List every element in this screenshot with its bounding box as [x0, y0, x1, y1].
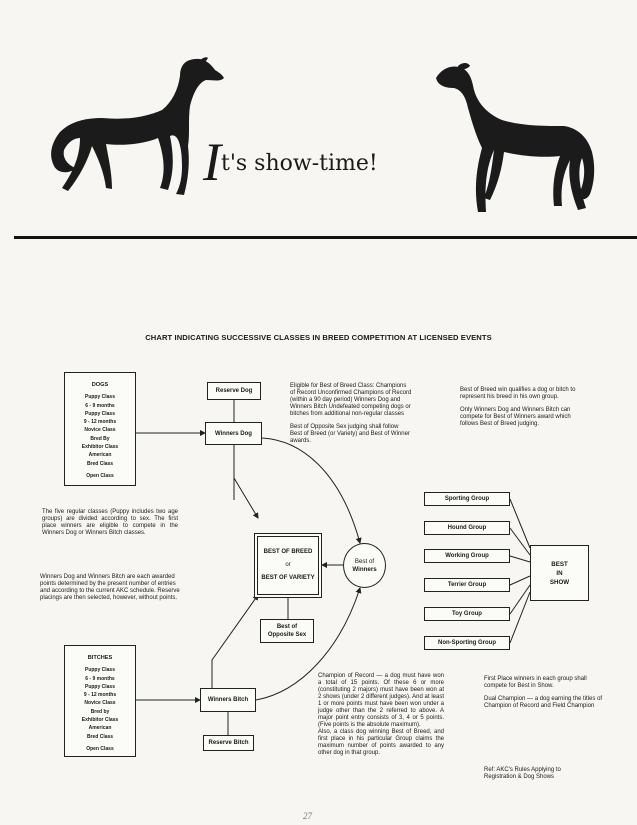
best-of-breed-win-text: Best of Breed win qualifies a dog or bitch to represent his breed in his own group. — [460, 387, 576, 400]
dogs-class-item: Bred By — [90, 435, 110, 442]
dogs-class-item: Puppy Class — [84, 410, 115, 417]
bitches-class-item: Puppy Class — [84, 667, 115, 674]
best-opposite-sex-line2: Opposite Sex — [267, 632, 307, 638]
non-sporting-group-box: Non-Sporting Group — [424, 636, 510, 650]
bitches-class-item: Puppy Class — [84, 683, 115, 690]
bitches-classes-box — [64, 645, 136, 757]
dual-champion-text: Dual Champion — a dog earning the titles of Champion of Record and Field Champion — [484, 696, 603, 709]
reserve-dog-box: Reserve Dog — [207, 382, 261, 400]
reserve-bitch-box: Reserve Bitch — [203, 735, 254, 751]
best-in-show-line3: SHOW — [549, 578, 570, 586]
dogs-class-item: 6 - 9 months — [85, 402, 115, 409]
reference-note — [484, 767, 594, 785]
dogs-class-item: Novice Class — [84, 427, 116, 434]
bitches-title: BITCHES — [87, 655, 113, 661]
opposite-sex-text: Best of Opposite Sex judging shall follow Best of Breed (or Variety) and Best of Winner awards. — [290, 424, 410, 444]
dogs-classes-box — [64, 372, 136, 486]
winners-dog-box: Winners Dog — [205, 422, 262, 445]
eligible-text: Eligible for Best of Breed Class: Champions of Record Unconfirmed Champions of Record (within a 90 day period) Winners Dog and Winners Bitch Undefeated competing dogs or bitches from additional non-regular classes — [290, 383, 412, 417]
first-place-note — [484, 676, 608, 714]
bitches-class-item: Novice Class — [84, 700, 116, 707]
page-number: 27 — [303, 811, 312, 821]
dogs-title: DOGS — [91, 382, 109, 388]
best-of-breed-box — [254, 533, 322, 598]
bitches-class-item: American — [88, 725, 112, 732]
bitches-class-item: 6 - 9 months — [85, 675, 115, 682]
best-of-winners-line1: Best of — [354, 557, 375, 565]
best-of-breed-label: BEST OF BREED — [263, 549, 313, 555]
best-of-breed-note — [460, 387, 584, 432]
five-classes-note — [42, 509, 178, 541]
bitches-class-item: Bred by — [90, 708, 110, 715]
best-opposite-sex-box — [260, 619, 314, 643]
winners-points-text: Winners Dog and Winners Bitch are each awarded points determined by the present number of entries and according to the current AKC schedule. Reserve placings are then selected, however, without points. — [40, 574, 180, 601]
bitches-class-item: 9 - 12 months — [83, 692, 117, 699]
best-of-winners-circle — [343, 543, 386, 588]
best-of-winners-line2: Winners — [352, 565, 377, 573]
best-in-show-line2: IN — [556, 569, 563, 577]
champion-record-text: Champion of Record — a dog must have won a total of 15 points. Of these 6 or more (constituting 2 majors) must have been won at 2 shows (under 2 different judges). And at least 1 or more points must have been won under a judge other than the 2 referred to above. A major point entry consists of 3, 4 or 5 points. (Five points is the absolute maximum). — [318, 673, 444, 728]
bitches-class-item: Exhibitor Class — [81, 717, 119, 724]
chart-heading: CHART INDICATING SUCCESSIVE CLASSES IN BREED COMPETITION AT LICENSED EVENTS — [145, 333, 492, 342]
best-of-variety-label: BEST OF VARIETY — [261, 575, 315, 581]
eligible-note — [290, 383, 412, 449]
reference-text: Ref: AKC's Rules Applying to Registration & Dog Shows — [484, 767, 561, 780]
dogs-class-item: Exhibitor Class — [81, 444, 119, 451]
dogs-class-item: 9 - 12 months — [83, 419, 117, 426]
or-label: or — [285, 562, 291, 568]
five-classes-text: The five regular classes (Puppy includes two age groups) are divided according to sex. The first place winners are eligible to compete in the Winners Dog or Winners Bitch classes. — [42, 509, 178, 536]
dogs-open-class: Open Class — [86, 472, 114, 479]
best-in-show-line1: BEST — [551, 560, 568, 568]
bitches-open-class: Open Class — [86, 745, 114, 752]
first-place-text: First Place winners in each group shall compete for Best in Show. — [484, 676, 587, 689]
working-group-box: Working Group — [424, 549, 510, 563]
winners-bitch-box: Winners Bitch — [200, 688, 256, 712]
dogs-class-item: Puppy Class — [84, 394, 115, 401]
also-class-text: Also, a class dog winning Best of Breed, and first place in his particular Group claims the maximum number of points awarded to any other dog in that group. — [318, 729, 444, 756]
winners-points-note — [40, 574, 180, 606]
best-opposite-sex-line1: Best of — [276, 624, 298, 630]
bitches-class-item: Bred Class — [86, 733, 114, 740]
toy-group-box: Toy Group — [424, 607, 510, 621]
dogs-class-item: Bred Class — [86, 460, 114, 467]
page-title: It's show-time! — [203, 132, 378, 192]
terrier-group-box: Terrier Group — [424, 578, 510, 592]
only-winners-text: Only Winners Dog and Winners Bitch can compete for Best of Winners award which follows Best of Breed judging. — [460, 407, 571, 427]
dogs-class-item: American — [88, 452, 112, 459]
best-in-show-box — [530, 545, 589, 601]
sporting-group-box: Sporting Group — [424, 492, 510, 506]
champion-record-note — [318, 673, 444, 761]
hound-group-box: Hound Group — [424, 521, 510, 535]
